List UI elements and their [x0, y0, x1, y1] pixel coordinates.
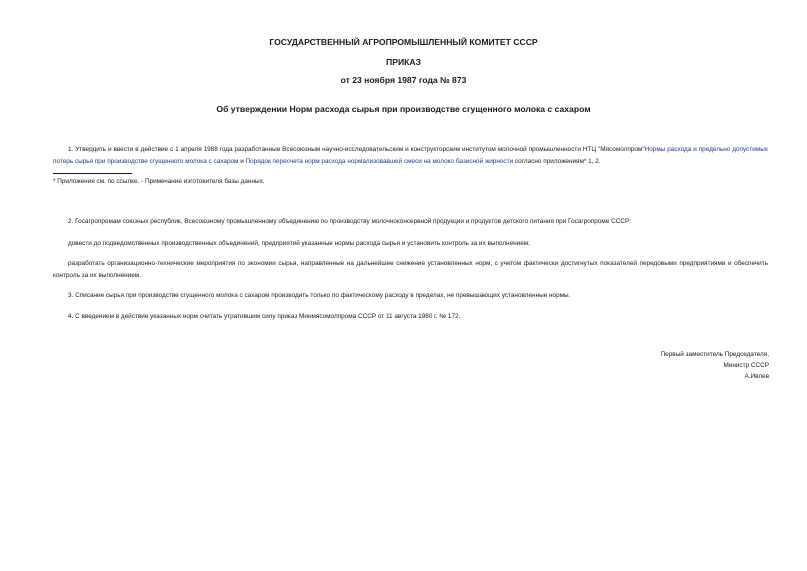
paragraph-2b: разработать организационно-технические мероприятия по экономии сырья, направленные на дальнейшее снижение установленных норм, с учетом фактически достигнутых показателей передовыми предприятиями и обеспечить контроль за их выполнением. [53, 260, 768, 279]
signatory-position: Первый заместитель Председателя, [660, 351, 769, 358]
paragraph-1-and: и [238, 157, 246, 165]
committee-heading: ГОСУДАРСТВЕННЫЙ АГРОПРОМЫШЛЕННЫЙ КОМИТЕТ СССР [269, 37, 538, 47]
paragraph-1 [53, 144, 768, 167]
document-type: ПРИКАЗ [386, 57, 421, 67]
paragraph-2a: довести до подведомственных производственных объединений, предприятий указанные нормы расхода сырья и установить контроль за их выполнением; [68, 240, 530, 247]
paragraph-2: 2. Госагропромам союзных республик, Всесоюзному промышленному объединению по производству молочноконсервной продукции и продуктов детского питания при Госагропроме СССР: [68, 218, 631, 225]
document-title: Об утверждении Норм расхода сырья при производстве сгущенного молока с сахаром [216, 104, 591, 114]
signatory-title: Министр СССР [723, 362, 769, 369]
paragraph-1-text-end: согласно приложениям* 1, 2. [513, 157, 601, 165]
procedure-link[interactable]: Порядок пересчета норм расхода нормализовавшей смеси на молоко базисной жирности [245, 157, 514, 165]
document-date-number: от 23 ноября 1987 года № 873 [340, 75, 467, 85]
paragraph-1-text-start: 1. Утвердить и ввести в действие с 1 апреля 1988 года разработанные Всесоюзным научно-исследовательским и конструкторским институтом молочной промышленности НТЦ "Мясомолпром" [68, 146, 645, 153]
footnote: * Приложения см. по ссылке. - Примечание изготовителя базы данных. [53, 178, 265, 185]
paragraph-3: 3. Списание сырья при производстве сгущенного молока с сахаром производить только по фактическому расходу в пределах, не превышающих установленные нормы. [68, 292, 571, 299]
footnote-separator [53, 173, 132, 174]
signatory-name: А.Ивлев [744, 373, 769, 380]
paragraph-4: 4. С введением в действие указанных норм считать утратившим силу приказ Минмясомолпрома СССР от 11 августа 1980 г. № 172. [68, 313, 461, 320]
norms-link[interactable]: Нормы расхода и предельно допустимых потерь сырья при производстве сгущенного молока с сахаром [53, 146, 768, 165]
